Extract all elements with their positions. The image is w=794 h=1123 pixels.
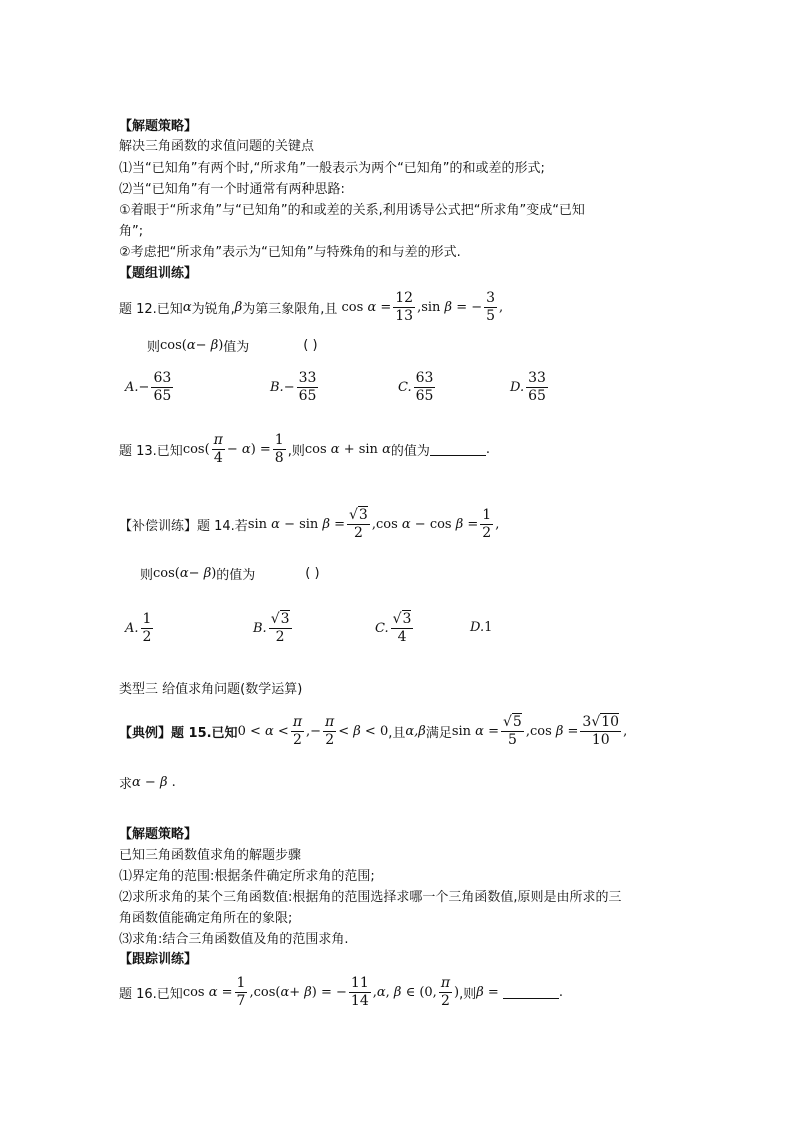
- sqrt-value: 3: [280, 610, 290, 627]
- then-text: 则: [147, 339, 161, 355]
- frac-den: 5: [507, 731, 517, 748]
- q12-prefix: 题 12.已知: [119, 301, 183, 317]
- then-text: 则: [140, 567, 154, 583]
- fraction: [151, 370, 173, 405]
- frac-den: 4: [397, 628, 407, 645]
- sum-expr: cos α + sin α: [304, 441, 391, 457]
- fraction: [269, 611, 292, 646]
- beta-symbol: β: [234, 299, 243, 315]
- fraction: [526, 370, 548, 405]
- frac-den: 14: [350, 992, 369, 1009]
- strategy-line: ⑵当“已知角”有一个时通常有两种思路:: [119, 182, 345, 197]
- frac-den: 65: [298, 387, 317, 404]
- fraction: [297, 370, 319, 405]
- cos-expr: cos(α− β): [160, 337, 224, 353]
- option-letter: C.: [398, 379, 412, 395]
- frac-den: 2: [142, 628, 152, 645]
- frac-den: 2: [353, 524, 363, 541]
- frac-den: 65: [415, 387, 434, 404]
- frac-den: 5: [486, 307, 496, 324]
- strategy-line: ⑶求角:结合三角函数值及角的范围求角.: [119, 932, 349, 947]
- fraction: [141, 611, 154, 646]
- period: .: [485, 441, 490, 457]
- sqrt-value: 5: [512, 713, 522, 730]
- cos-open: cos(: [182, 441, 210, 457]
- beta-range: < β < 0: [338, 723, 389, 739]
- fraction: [484, 290, 497, 325]
- option-sign: −: [283, 379, 295, 395]
- alpha-beta: α,β: [405, 723, 426, 739]
- q12-ask: [147, 335, 318, 355]
- cos-diff: ,cos α − cos β =: [371, 516, 479, 532]
- answer-blank[interactable]: [503, 986, 559, 999]
- frac-num: 33: [528, 369, 546, 386]
- cos-beta: ,cos β =: [525, 723, 579, 739]
- q12-option-d[interactable]: [510, 367, 550, 407]
- question-14: [119, 502, 499, 546]
- option-letter: B.: [270, 379, 284, 395]
- cos-alpha: cos α =: [337, 299, 392, 315]
- frac-num: √5: [502, 713, 522, 730]
- answer-paren: ( ): [303, 337, 318, 353]
- fraction: [439, 975, 452, 1010]
- q14-option-b[interactable]: [253, 606, 294, 650]
- q15-text: 满足: [425, 725, 452, 741]
- q14-option-d[interactable]: [470, 617, 492, 637]
- q12-option-a[interactable]: [125, 367, 175, 407]
- q12-text: 为锐角,: [191, 301, 235, 317]
- follow-training-header: 【跟踪训练】: [119, 952, 198, 967]
- strategy-line: 解决三角函数的求值问题的关键点: [119, 139, 315, 154]
- frac-num: 3: [486, 289, 496, 306]
- frac-den: 8: [274, 449, 284, 466]
- strategy-line: 角”;: [119, 224, 144, 239]
- fraction: [349, 975, 371, 1010]
- option-letter: D.: [510, 379, 525, 395]
- frac-den: 65: [528, 387, 546, 404]
- fraction: [501, 714, 524, 749]
- frac-num: 1: [274, 431, 284, 448]
- q12-option-c[interactable]: [398, 367, 437, 407]
- frac-den: 65: [153, 387, 172, 404]
- answer-paren: ( ): [305, 565, 320, 581]
- frac-num: 12: [395, 289, 414, 306]
- strategy-line: ⑵求所求角的某个三角函数值:根据角的范围选择求哪一个三角函数值,原则是由所求的三: [119, 890, 622, 905]
- fraction: [347, 507, 370, 542]
- frac-num: √3: [348, 506, 368, 523]
- period: .: [558, 984, 564, 1000]
- minus-alpha: − α) =: [226, 441, 271, 457]
- section-heading: 类型三 给值求角问题(数学运算): [119, 682, 303, 697]
- frac-num: √3: [392, 610, 412, 627]
- q15-ask: [119, 772, 176, 792]
- frac-den: 10: [591, 731, 610, 748]
- q12-text: 为第三象限角,且: [242, 301, 338, 317]
- q14-prefix: 【补偿训练】题 14.若: [119, 518, 248, 534]
- question-15: [119, 708, 627, 754]
- option-letter: C.: [375, 620, 389, 636]
- q13-suffix: 的值为: [390, 443, 430, 459]
- sin-beta: ,sin β = −: [417, 299, 483, 315]
- frac-den: 4: [213, 449, 223, 466]
- frac-num: π: [292, 713, 303, 730]
- q15-prefix: 【典例】题 15.已知: [119, 725, 238, 741]
- frac-num: 33: [298, 369, 317, 386]
- question-12: [119, 287, 503, 327]
- sin-diff: sin α − sin β =: [247, 516, 345, 532]
- sqrt-value: 3: [402, 610, 412, 627]
- q12-option-b[interactable]: [270, 367, 320, 407]
- strategy-line: ⑴当“已知角”有两个时,“所求角”一般表示为两个“已知角”的和或差的形式;: [119, 161, 545, 176]
- option-sign: −: [138, 379, 150, 395]
- frac-num: 1: [482, 506, 492, 523]
- option-letter: A.: [125, 620, 139, 636]
- neg-sign: ,−: [306, 723, 322, 739]
- frac-den: 2: [292, 731, 302, 748]
- frac-num: 63: [153, 369, 172, 386]
- frac-den: 2: [325, 731, 335, 748]
- fraction: [291, 714, 304, 749]
- alpha-minus-beta: α − β .: [132, 774, 176, 790]
- frac-den: 7: [236, 992, 246, 1009]
- answer-blank[interactable]: [430, 443, 486, 456]
- question-13: [119, 428, 490, 470]
- alpha-range: 0 < α <: [237, 723, 289, 739]
- q14-option-c[interactable]: [375, 606, 415, 650]
- frac-num: √3: [270, 610, 290, 627]
- frac-num: 1: [236, 974, 246, 991]
- strategy-line: 角函数值能确定角所在的象限;: [119, 911, 293, 926]
- strategy-header: 【解题策略】: [119, 119, 198, 134]
- frac-num: 3√10: [582, 713, 620, 730]
- q14-option-a[interactable]: [125, 606, 155, 650]
- frac-den: 13: [395, 307, 414, 324]
- fraction: [391, 611, 414, 646]
- strategy-line: ②考虑把“所求角”表示为“已知角”与特殊角的和与差的形式.: [119, 245, 461, 260]
- comma: ,: [499, 299, 504, 315]
- cos-alpha: cos α =: [182, 984, 233, 1000]
- comma: ,: [623, 723, 628, 739]
- fraction: [580, 714, 621, 749]
- comma: ,: [495, 516, 500, 532]
- strategy-header: 【解题策略】: [119, 827, 198, 842]
- frac-num: π: [325, 713, 335, 730]
- fraction: [212, 432, 225, 467]
- domain-expr: ,α, β ∈ (0,: [372, 984, 437, 1000]
- fraction: [393, 290, 415, 325]
- strategy-line: 已知三角函数值求角的解题步骤: [119, 848, 302, 863]
- frac-num: π: [440, 974, 451, 991]
- sqrt-value: 3: [358, 506, 368, 523]
- frac-num: 63: [415, 369, 434, 386]
- strategy-line: ⑴界定角的范围:根据条件确定所求角的范围;: [119, 869, 375, 884]
- fraction: [480, 507, 493, 542]
- q15-text: ,且: [388, 725, 406, 741]
- q14-ask: [140, 563, 320, 583]
- ask-text: ,则: [459, 986, 477, 1002]
- fraction: [414, 370, 436, 405]
- coef: 3: [582, 713, 592, 730]
- fraction: [235, 975, 248, 1010]
- option-letter: B.: [253, 620, 267, 636]
- frac-den: 2: [440, 992, 450, 1009]
- option-letter: A.: [125, 379, 139, 395]
- option-letter: D.: [470, 619, 485, 635]
- q13-prefix: 题 13.已知: [119, 443, 183, 459]
- beta-eq: β =: [476, 984, 503, 1000]
- alpha-symbol: α: [182, 299, 192, 315]
- close-paren: ): [454, 984, 460, 1000]
- cos-expr: cos(α− β): [153, 565, 217, 581]
- option-value: 1: [484, 619, 493, 635]
- frac-num: π: [213, 431, 223, 448]
- q16-prefix: 题 16.已知: [119, 986, 183, 1002]
- strategy-line: ①着眼于“所求角”与“已知角”的和或差的关系,利用诱导公式把“所求角”变成“已知: [119, 203, 585, 218]
- ask-text: 值为: [223, 339, 250, 355]
- ask-text: 的值为: [216, 567, 256, 583]
- frac-den: 2: [275, 628, 285, 645]
- ask-text: 求: [119, 776, 133, 792]
- sin-alpha: sin α =: [451, 723, 499, 739]
- frac-num: 11: [350, 974, 369, 991]
- question-16: [119, 970, 563, 1014]
- fraction: [273, 432, 286, 467]
- group-training-header: 【题组训练】: [119, 266, 198, 281]
- sqrt-value: 10: [601, 713, 620, 730]
- frac-den: 2: [482, 524, 492, 541]
- comma-text: ,则: [287, 443, 305, 459]
- frac-num: 1: [142, 610, 152, 627]
- cos-sum: ,cos(α+ β) = −: [249, 984, 347, 1000]
- fraction: [323, 714, 336, 749]
